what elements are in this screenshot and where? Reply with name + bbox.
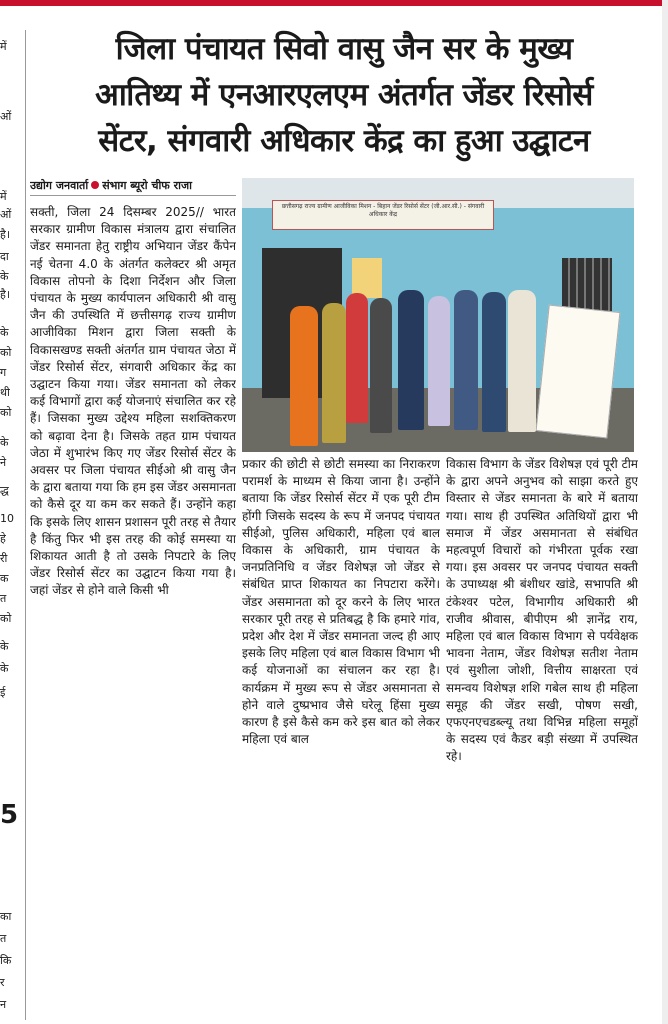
reporter-credit: संभाग ब्यूरो चीफ राजा: [102, 179, 192, 192]
fragment: के: [0, 662, 9, 675]
fragment: क: [0, 572, 9, 585]
event-photo: [242, 178, 634, 452]
photo-person: [398, 290, 424, 430]
photo-banner: छत्तीसगढ़ राज्य ग्रामीण आजीविका मिशन - बिहान जेंडर रिसोर्स सेंटर (जी.आर.सी.) - संगवारी अधिकार केंद्र: [272, 200, 494, 230]
fragment: ओं: [0, 208, 12, 221]
fragment: न: [0, 998, 7, 1011]
fragment: ओं: [0, 110, 12, 123]
fragment: र: [0, 976, 5, 989]
photo-person: [428, 296, 450, 426]
photo-standee: [536, 305, 621, 439]
article-column-3: विकास विभाग के जेंडर विशेषज्ञ एवं पूरी टीम के द्वारा अपने अनुभव को साझा करते हुए विस्तार से जेंडर समानता के बारे में बताया गया। साथ ही उपस्थित अतिथियों द्वारा भी समाज में जेंडर असमानता से संबंधित महत्वपूर्ण विचारों को गंभीरता पूर्वक रखा गया। इस अवसर पर जनपद पंचायत सक्ती के उपाध्यक्ष श्री बंशीधर खांडे, सभापति श्री टंकेश्वर पटेल, विभागीय अधिकारी श्री राजीव श्रीवास, बीपीएम श्री ज्ञानेंद्र राय, महिला एवं बाल विकास विभाग से पर्यवेक्षक भावना नेताम, जेंडर विशेषज्ञ सतीश नेताम एवं सुशीला जोशी, वित्तीय साक्षरता एवं समन्वय विशेषज्ञ शशि गबेल साथ ही महिला समूह की जेंडर सखी, पोषण सखी, एफएनएचडब्ल्यू तथा विभिन्न महिला समूहों के सदस्य एवं कैडर बड़ी संख्या में उपस्थित रहे।: [446, 457, 638, 764]
fragment: में: [0, 190, 7, 203]
fragment: है।: [0, 288, 11, 301]
fragment: को: [0, 346, 12, 359]
fragment: का: [0, 910, 12, 923]
fragment: 5: [0, 800, 19, 830]
fragment: को: [0, 612, 12, 625]
fragment: के: [0, 640, 9, 653]
headline-line-1: जिला पंचायत सिवो वासु जैन सर के मुख्य: [115, 31, 573, 67]
fragment: दा: [0, 250, 9, 263]
fragment: के: [0, 326, 9, 339]
photo-poster: [352, 258, 382, 298]
photo-person: [322, 303, 346, 443]
fragment: ग: [0, 366, 7, 379]
fragment: कि: [0, 954, 12, 967]
adjacent-article-fragments: [0, 0, 22, 1024]
article-column-1: सक्ती, जिला 24 दिसम्बर 2025// भारत सरकार ग्रामीण विकास मंत्रालय द्वारा संचालित जेंडर समानता हेतु राष्ट्रीय अभियान जेंडर कैंपेन नई चेतना 4.0 के अंतर्गत कलेक्टर श्री अमृत विकास तोपनो के दिशा निर्देशन और जिला पंचायत के मुख्य कार्यपालन अधिकारी श्री वासु जैन की उपस्थिति में छत्तीसगढ़ राज्य ग्रामीण आजीविका मिशन द्वारा जिला सक्ती के विकासखण्ड सक्ती अंतर्गत ग्राम पंचायत जेठा में जेंडर रिसोर्स सेंटर, संगवारी अधिकार केंद्र का उद्घाटन किया गया। जेंडर समानता को लेकर कई विभागों द्वारा कई योजनाएं संचालित कर रहे हैं। जिसका मुख्य उद्देश्य महिला सशक्तिकरण को बढ़ावा देना है। जिसके तहत ग्राम पंचायत जेठा में शुभारंभ किए गए जेंडर रिसोर्स सेंटर के अवसर पर जिला पंचायत सीईओ श्री वासु जैन के द्वारा बताया गया कि हम इस जेंडर असमानता को कैसे दूर या कम कर सकते हैं। उन्होंने कहा कि इसके लिए शासन प्रशासन पूरी तरह से तैयार है किंतु फिर भी इस तरह की कोई समस्या या शिकायत आती है तो उसके निपटारे के लिए जेंडर रिसोर्स सेंटर का उद्घाटन किया गया है। जहां जेंडर से होने वाले किसी भी: [30, 205, 236, 598]
top-color-bar: [0, 0, 668, 6]
fragment: में: [0, 40, 7, 53]
page-edge: [662, 0, 668, 1024]
byline: [30, 178, 236, 196]
photo-person: [482, 292, 506, 432]
fragment: त: [0, 932, 7, 945]
fragment: थी: [0, 386, 10, 399]
photo-person: [508, 290, 536, 432]
fragment: त: [0, 592, 7, 605]
photo-person: [370, 298, 392, 433]
column-divider: [25, 30, 26, 1020]
headline-line-2: आतिथ्य में एनआरएलएम अंतर्गत जेंडर रिसोर्स: [95, 77, 593, 113]
fragment: ई: [0, 686, 6, 699]
photo-person: [346, 293, 368, 423]
bullet-icon: [91, 181, 99, 189]
headline-line-3: सेंटर, संगवारी अधिकार केंद्र का हुआ उद्घाटन: [98, 123, 590, 159]
fragment: ने: [0, 456, 7, 469]
newspaper-name: उद्योग जनवार्ता: [30, 179, 89, 192]
fragment: को: [0, 406, 12, 419]
fragment: 10: [0, 512, 14, 525]
photo-person: [454, 290, 478, 430]
fragment: है।: [0, 228, 11, 241]
fragment: री: [0, 552, 8, 565]
fragment: के: [0, 270, 9, 283]
fragment: के: [0, 436, 9, 449]
article-column-2: प्रकार की छोटी से छोटी समस्या का निराकरण परामर्श के माध्यम से किया जाना है। उन्होंने बताया कि जेंडर रिसोर्स सेंटर में एक पूरी टीम होंगी जिसके सदस्य के रूप में जनपद पंचायत सीईओ, पुलिस अधिकारी, महिला एवं बाल विकास के अधिकारी, ग्राम पंचायत के जनप्रतिनिधि व जेंडर विशेषज्ञ जो जेंडर से संबंधित प्राप्त शिकायत का निपटारा करेंगे। जेंडर असमानता को दूर करने के लिए भारत सरकार पूरी तरह से प्रतिबद्ध है कि हमारे गांव, प्रदेश और देश में जेंडर समानता जल्द ही आए इसके लिए महिला एवं बाल विकास विभाग भी कई योजनाओं का संचालन कर रहा है। कार्यक्रम में मुख्य रूप से जेंडर असमानता से होने वाले दुष्प्रभाव जैसे घरेलू हिंसा मुख्य कारण है इसे कैसे कम करे इस बात को लेकर महिला एवं बाल: [242, 457, 440, 747]
fragment: हे: [0, 532, 6, 545]
article-headline: [30, 26, 658, 164]
photo-person: [290, 306, 318, 446]
fragment: द्ध: [0, 484, 9, 497]
